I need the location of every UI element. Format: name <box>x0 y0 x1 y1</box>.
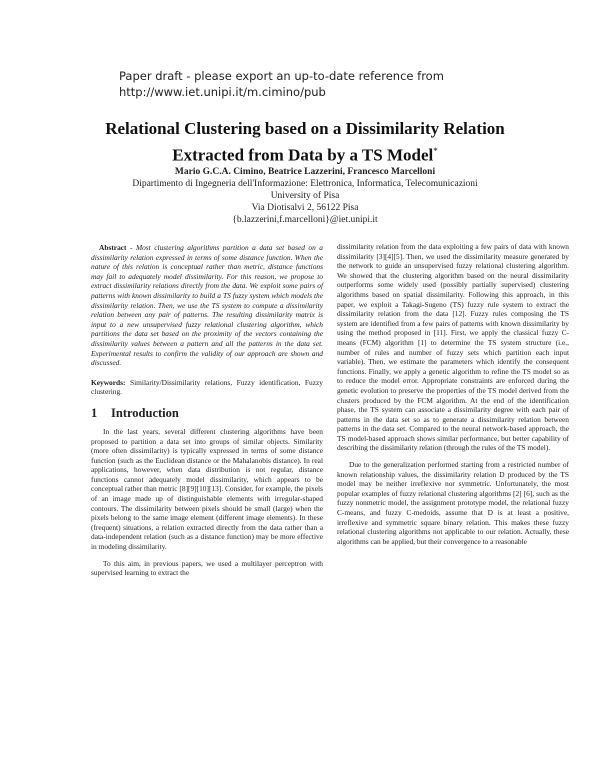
title-line-1: Relational Clustering based on a Dissimilarity Relation <box>105 119 505 138</box>
author-department: Dipartimento di Ingegneria dell'Informazione: Elettronica, Informatica, Telecomunicazioni <box>132 179 478 189</box>
paragraph: dissimilarity relation from the data exploiting a few pairs of data with known dissimilarity [3][4][5]. Then, we used the dissimilarity measure generated by the network to guide an unsupervised fuzzy relational clustering algorithm. We showed that the clustering algorithm based on the neural dissimilarity outperforms some widely used (possibly partially supervised) clustering algorithms based on spatial dissimilarity. Following this approach, in this paper, we exploit a Takagi-Sugeno (TS) fuzzy rule system to extract the dissimilarity relation from the data [12]. Fuzzy rules composing the TS system are identified from a few pairs of patterns with known dissimilarity by using the method proposed in [11]. First, we apply the classical fuzzy C-means (FCM) algorithm [1] to determine the TS system structure (i.e., number of rules and number of fuzzy sets which partition each input variable). Then, we estimate the parameters which identify the consequent functions. Finally, we apply a genetic algorithm to refine the TS model so as to reduce the model error. Appropriate constraints are enforced during the genetic evolution to preserve the properties of the TS model derived from the clusters produced by the FCM algorithm. At the end of the identification phase, the TS system can associate a dissimilarity degree with each pair of patterns in the data set so as to generate a dissimilarity relation between patterns in the data set. Compared to the neural network-based approach, the TS model-based approach shows similar performance, but better capability of describing the dissimilarity relation (through the rules of the TS model). <box>337 242 569 453</box>
author-names: Mario G.C.A. Cimino, Beatrice Lazzerini, Francesco Marcelloni <box>174 167 436 177</box>
paragraph: To this aim, in previous papers, we used a multilayer perceptron with supervised learning to extract the <box>91 558 323 578</box>
author-university: University of Pisa <box>270 191 340 201</box>
section-heading-introduction <box>91 405 323 421</box>
author-address: Via Diotisalvi 2, 56122 Pisa <box>251 203 359 213</box>
right-column <box>337 242 569 553</box>
title-line-2 <box>60 140 550 167</box>
abstract-label: Abstract <box>99 243 127 252</box>
paper-title <box>60 118 550 167</box>
draft-note <box>119 68 539 100</box>
abstract <box>91 243 323 368</box>
title-footnote-mark: * <box>433 146 438 156</box>
abstract-text: - Most clustering algorithms partition a data set based on a dissimilarity relation expressed in terms of some distance function. When the nature of this relation is conceptual rather than metric, distance functions may fail to adequately model dissimilarity. For this reason, we propose to extract dissimilarity relations directly from the data. We exploit some pairs of patterns with known dissimilarity to build a TS fuzzy system which models the dissimilarity relation. Then, we use the TS system to compute a dissimilarity relation between any pair of patterns. The resulting dissimilarity matrix is input to a new unsupervised fuzzy relational clustering algorithm, which partitions the data set based on the proximity of the vectors containing the dissimilarity values between a pattern and all the patterns in the data set. Experimental results to confirm the validity of our approach are shown and discussed. <box>91 243 323 368</box>
author-block <box>110 166 500 226</box>
paragraph: Due to the generalization performed starting from a restricted number of known relationship values, the dissimilarity relation D produced by the TS model may be neither irreflexive nor symmetric. Unfortunately, the most popular examples of fuzzy relational clustering algorithms [2] [6], such as the fuzzy nonmetric model, the assignment prototype model, the relational fuzzy C-means, and fuzzy C-medoids, assume that D is at least a positive, irreflexive and symmetric square binary relation. This makes these fuzzy relational clustering algorithms not applicable to our relation. Actually, these algorithms can be applied, but their convergence to a reasonable <box>337 460 569 546</box>
draft-note-line-1: Paper draft - please export an up-to-date reference from <box>119 69 444 83</box>
keywords <box>91 378 323 397</box>
paragraph: In the last years, several different clustering algorithms have been proposed to partition a data set into groups of similar objects. Similarity (more often dissimilarity) is typically expressed in terms of some distance function (such as the Euclidean distance or the Mahalanobis distance). In real applications, however, when data distribution is not regular, distance functions cannot adequately model dissimilarity, which appears to be conceptual rather than metric [8][9][10][13]. Consider, for example, the pixels of an image made up of distinguishable elements with irregular-shaped contours. The dissimilarity between pixels should be small (large) when the pixels belong to the same image element (different image elements). In these (frequent) situations, a relation extracted directly from the data rather than a data-independent relation (such as a distance function) may be more effective in modeling dissimilarity. <box>91 426 323 552</box>
left-column <box>91 243 323 585</box>
draft-note-url[interactable]: http://www.iet.unipi.it/m.cimino/pub <box>119 85 326 99</box>
keywords-label: Keywords: <box>91 377 126 387</box>
keywords-text: Similarity/Dissimilarity relations, Fuzzy identification, Fuzzy clustering. <box>91 377 323 397</box>
section-number: 1 <box>91 405 98 420</box>
author-email[interactable]: {b.lazzerini,f.marcelloni}@iet.unipi.it <box>232 215 378 225</box>
section-title: Introduction <box>111 405 179 420</box>
title-line-2-text: Extracted from Data by a TS Model <box>172 145 434 165</box>
